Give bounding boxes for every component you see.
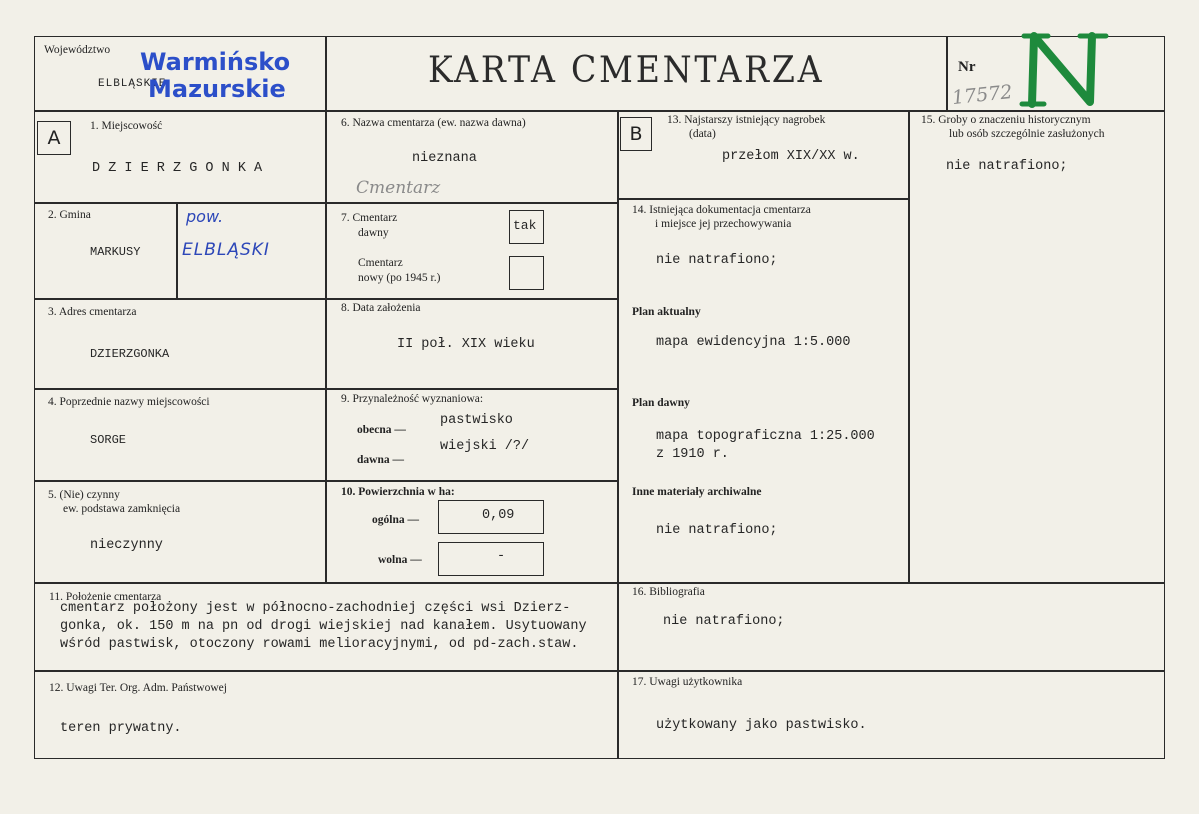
- field-3-value: DZIERZGONKA: [90, 347, 170, 361]
- field-5-sublabel: ew. podstawa zamknięcia: [63, 503, 181, 515]
- field-10-free-value: -: [497, 549, 506, 564]
- field-7-label: 7. Cmentarz: [341, 212, 398, 224]
- field-14-sublabel: i miejsce jej przechowywania: [655, 218, 792, 230]
- divider: [325, 110, 327, 582]
- archives-value: nie natrafiono;: [656, 523, 778, 538]
- field-2-hand-gmina: ELBLĄSKI: [182, 240, 270, 260]
- field-13-label: 13. Najstarszy istniejący nagrobek: [667, 114, 826, 126]
- voivodeship-label: Województwo: [44, 44, 111, 56]
- field-10-total-label: ogólna —: [372, 514, 419, 526]
- field-12-value: teren prywatny.: [60, 721, 182, 736]
- field-2-hand-note: pow.: [186, 207, 224, 226]
- plan-current-label: Plan aktualny: [632, 306, 701, 318]
- field-14-label: 14. Istniejąca dokumentacja cmentarza: [632, 204, 811, 216]
- divider: [34, 110, 1165, 112]
- field-12-label: 12. Uwagi Ter. Org. Adm. Państwowej: [49, 682, 227, 694]
- nr-value: 17572: [951, 80, 1014, 110]
- field-6-label: 6. Nazwa cmentarza (ew. nazwa dawna): [341, 117, 526, 129]
- field-2-label: 2. Gmina: [48, 209, 91, 221]
- field-1-value: D Z I E R Z G O N K A: [92, 161, 263, 176]
- voivodeship-stamp-line1: Warmińsko: [140, 48, 291, 76]
- divider: [34, 298, 617, 300]
- field-15-sublabel: lub osób szczególnie zasłużonych: [949, 128, 1105, 140]
- plan-current-value: mapa ewidencyjna 1:5.000: [656, 335, 851, 350]
- plan-old-value-line1: mapa topograficzna 1:25.000: [656, 429, 875, 444]
- field-17-value: użytkowany jako pastwisko.: [656, 718, 867, 733]
- field-3-label: 3. Adres cmentarza: [48, 306, 137, 318]
- voivodeship-stamp-line2: Mazurskie: [148, 75, 286, 103]
- field-11-label: 11. Położenie cmentarza: [49, 591, 162, 603]
- field-14-value: nie natrafiono;: [656, 253, 778, 268]
- divider: [176, 202, 178, 298]
- divider: [34, 388, 617, 390]
- divider: [34, 480, 617, 482]
- divider: [908, 110, 910, 582]
- archives-label: Inne materiały archiwalne: [632, 486, 762, 498]
- plan-old-value-line2: z 1910 r.: [656, 447, 729, 462]
- divider: [34, 670, 1165, 672]
- field-1-label: 1. Miejscowość: [90, 120, 163, 132]
- field-7-new-label2: nowy (po 1945 r.): [358, 272, 441, 284]
- field-2-value: MARKUSY: [90, 245, 141, 259]
- field-9-former-value: wiejski /?/: [440, 439, 530, 454]
- field-6-value: nieznana: [412, 151, 477, 166]
- field-11-line1: cmentarz położony jest w północno-zachodniej części wsi Dzierz-: [60, 601, 571, 616]
- section-a-letter: A: [37, 121, 71, 155]
- field-7-new-box: [509, 256, 544, 290]
- field-11-line2: gonka, ok. 150 m na pn od drogi wiejskiej nad kanałem. Usytuowany: [60, 619, 587, 634]
- voivodeship-old-value: ELBLĄSKIE: [98, 78, 167, 90]
- field-4-label: 4. Poprzednie nazwy miejscowości: [48, 396, 210, 408]
- page-title: KARTA CMENTARZA: [428, 50, 825, 91]
- field-10-label: 10. Powierzchnia w ha:: [341, 486, 455, 498]
- field-8-label: 8. Data założenia: [341, 302, 421, 314]
- field-17-label: 17. Uwagi użytkownika: [632, 676, 743, 688]
- field-9-current-value: pastwisko: [440, 413, 513, 428]
- field-16-value: nie natrafiono;: [663, 614, 785, 629]
- divider: [946, 36, 948, 110]
- field-6-hand-note: Cmentarz: [356, 178, 441, 198]
- field-5-label: 5. (Nie) czynny: [48, 489, 120, 501]
- field-5-value: nieczynny: [90, 538, 163, 553]
- field-7-old-value: tak: [513, 218, 537, 233]
- field-10-free-box: [438, 542, 544, 576]
- divider: [325, 36, 327, 110]
- field-9-current-label: obecna —: [357, 424, 406, 436]
- field-13-sublabel: (data): [689, 128, 716, 140]
- section-b-letter: B: [620, 117, 652, 151]
- field-13-value: przełom XIX/XX w.: [722, 149, 860, 164]
- field-15-value: nie natrafiono;: [946, 159, 1068, 174]
- field-16-label: 16. Bibliografia: [632, 586, 705, 598]
- field-10-total-value: 0,09: [482, 508, 515, 523]
- divider: [34, 582, 1165, 584]
- field-7-new-label1: Cmentarz: [358, 257, 403, 269]
- field-9-label: 9. Przynależność wyznaniowa:: [341, 393, 484, 405]
- field-9-former-label: dawna —: [357, 454, 404, 466]
- nr-label: Nr: [958, 59, 976, 75]
- field-10-free-label: wolna —: [378, 554, 422, 566]
- field-15-label: 15. Groby o znaczeniu historycznym: [921, 114, 1091, 126]
- divider: [34, 202, 617, 204]
- field-11-line3: wśród pastwisk, otoczony rowami melioracyjnymi, od pd-zach.staw.: [60, 637, 579, 652]
- field-8-value: II poł. XIX wieku: [397, 337, 535, 352]
- nr-marker-n: [1018, 30, 1118, 112]
- plan-old-label: Plan dawny: [632, 397, 690, 409]
- field-7-old-label: dawny: [358, 227, 389, 239]
- divider: [617, 198, 908, 200]
- divider: [617, 110, 619, 759]
- field-4-value: SORGE: [90, 433, 127, 447]
